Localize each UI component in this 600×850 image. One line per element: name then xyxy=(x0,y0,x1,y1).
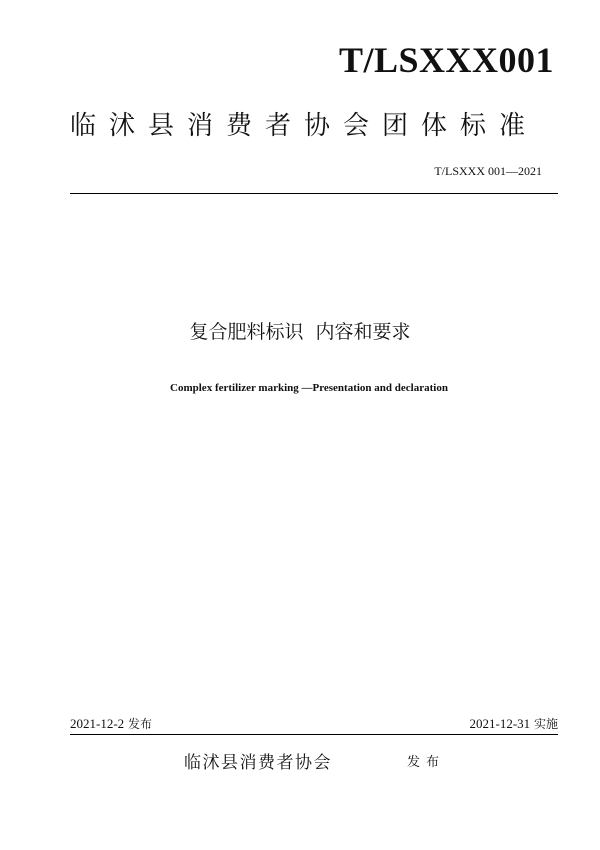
organization-title: 临沭县消费者协会团体标准 xyxy=(70,111,539,141)
issue-date-line xyxy=(70,716,152,732)
effective-date: 2021-12-31 xyxy=(469,716,531,731)
issue-label: 发布 xyxy=(128,717,153,731)
issuer-suffix: 发布 xyxy=(407,755,446,770)
top-divider xyxy=(70,193,558,194)
bottom-divider xyxy=(70,734,558,735)
standard-number: T/LSXXX 001—2021 xyxy=(434,164,542,178)
issue-date: 2021-12-2 xyxy=(70,716,125,731)
effective-date-line xyxy=(469,716,558,732)
document-title-english: Complex fertilizer marking —Presentation and declaration xyxy=(170,382,448,394)
document-title-chinese: 复合肥料标识 内容和要求 xyxy=(189,321,411,343)
standard-code: T/LSXXX001 xyxy=(338,40,554,80)
effective-label: 实施 xyxy=(533,717,558,731)
issuer-name: 临沭县消费者协会 xyxy=(184,753,332,773)
